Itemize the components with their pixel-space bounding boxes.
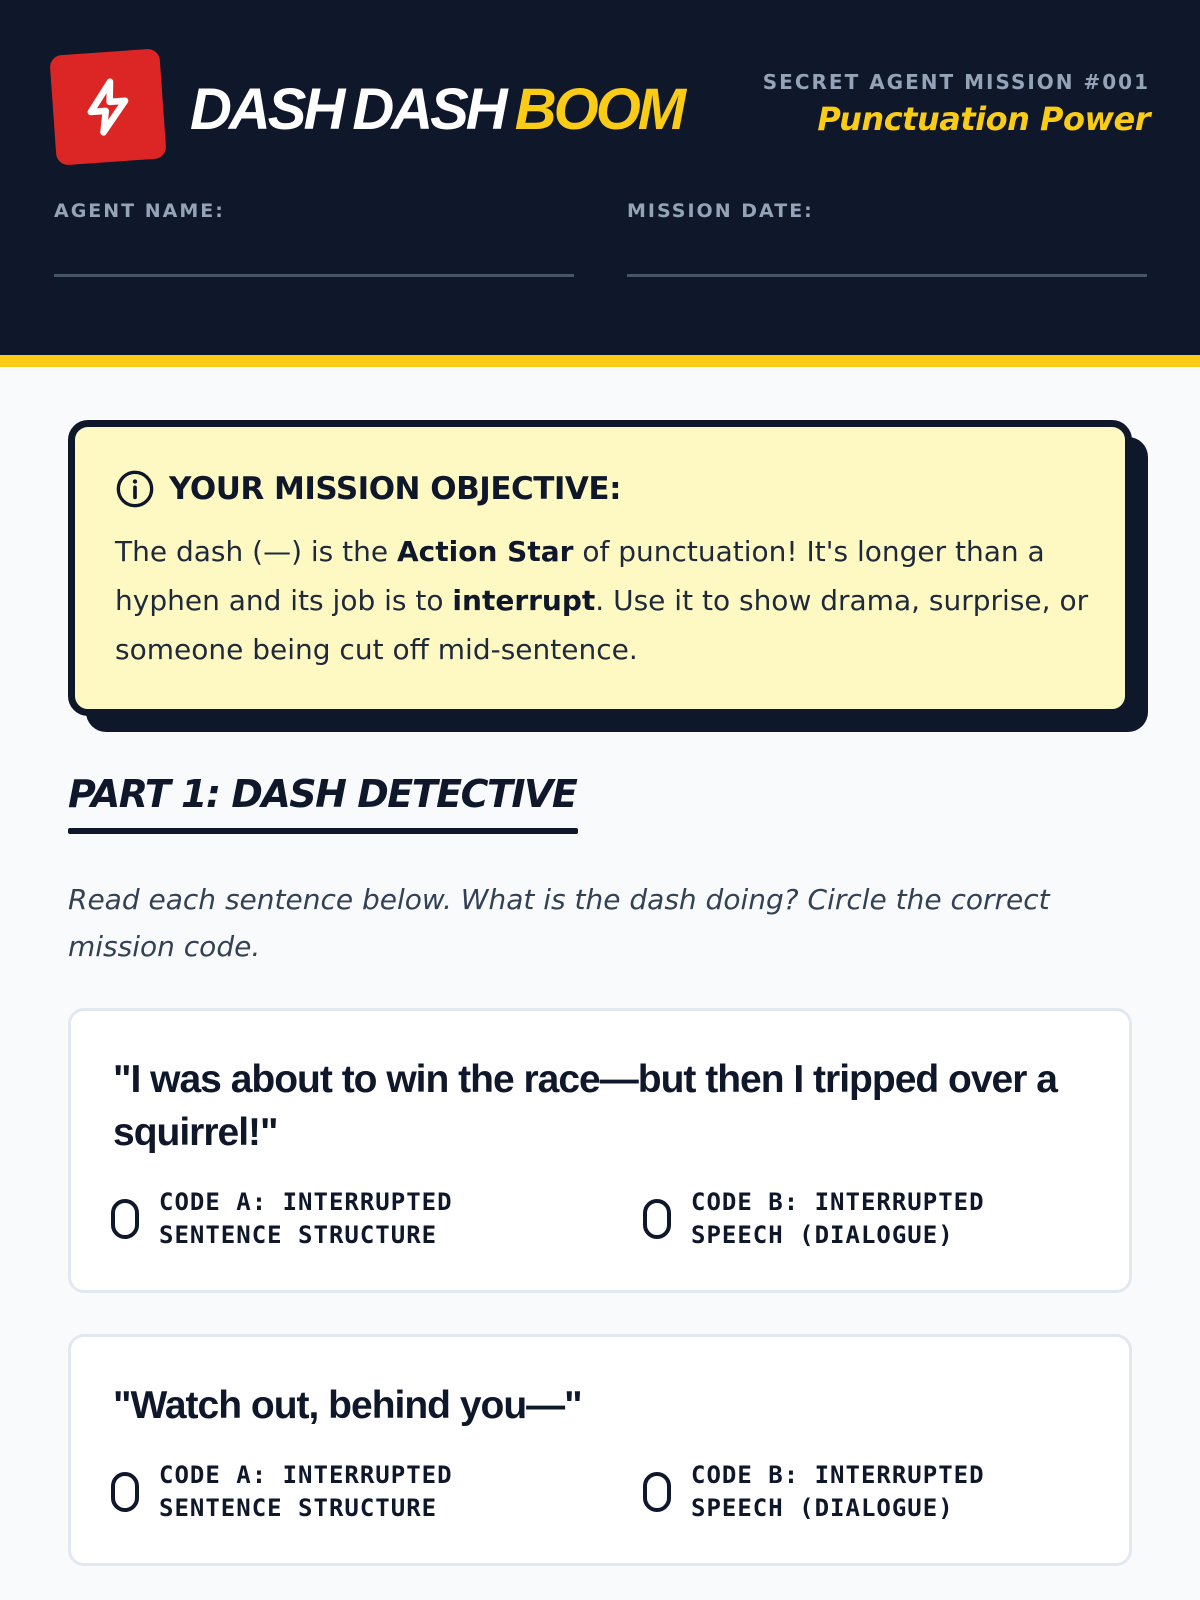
- emphasis-interrupt: interrupt: [452, 584, 596, 617]
- mission-meta: [763, 70, 1150, 138]
- question-1-sentence: "I was about to win the race—but then I tripped over a squirrel!": [113, 1058, 1057, 1154]
- logo-word-3: BOOM: [515, 70, 683, 150]
- info-circle-icon: [115, 469, 155, 509]
- option-label: CODE B: INTERRUPTED SPEECH (DIALOGUE): [691, 1461, 985, 1522]
- mission-date-line: [627, 274, 1147, 277]
- answer-bubble[interactable]: [111, 1199, 139, 1239]
- question-1-option-b[interactable]: [643, 1186, 985, 1252]
- part-1-instructions: Read each sentence below. What is the dash doing? Circle the correct mission code.: [68, 883, 1050, 963]
- worksheet-header: [0, 0, 1200, 355]
- answer-bubble[interactable]: [643, 1472, 671, 1512]
- question-2-option-b[interactable]: [643, 1459, 985, 1525]
- logo-badge: [49, 48, 166, 165]
- objective-header: [115, 469, 1085, 509]
- question-1-option-a[interactable]: [111, 1186, 453, 1252]
- option-label: CODE A: INTERRUPTED SENTENCE STRUCTURE: [159, 1188, 453, 1249]
- agent-name-line: [54, 274, 574, 277]
- objective-title: YOUR MISSION OBJECTIVE:: [169, 471, 621, 507]
- question-2-sentence: "Watch out, behind you—": [113, 1384, 582, 1427]
- mission-date-field: [627, 200, 1147, 277]
- header-divider-stripe: [0, 355, 1200, 367]
- emphasis-action-star: Action Star: [397, 535, 574, 568]
- answer-bubble[interactable]: [111, 1472, 139, 1512]
- agent-name-input[interactable]: [54, 230, 574, 270]
- agent-name-field: [54, 200, 574, 277]
- part-1-title: PART 1: DASH DETECTIVE: [68, 772, 577, 816]
- mission-date-input[interactable]: [627, 230, 1147, 270]
- part-1-underline: [68, 828, 578, 834]
- question-card-1: [68, 1008, 1132, 1293]
- objective-text: The dash (—) is the Action Star of punctuation! It's longer than a hyphen and its job is to interrupt. Use it to show drama, surprise, or someone being cut off mid-sentence.: [115, 535, 1089, 666]
- answer-bubble[interactable]: [643, 1199, 671, 1239]
- mission-number: SECRET AGENT MISSION #001: [762, 70, 1150, 94]
- logo-word-1: DASH: [190, 77, 343, 142]
- mission-date-label: MISSION DATE:: [627, 200, 814, 222]
- logo-wordmark: [190, 70, 683, 150]
- option-label: CODE A: INTERRUPTED SENTENCE STRUCTURE: [159, 1461, 453, 1522]
- agent-name-label: AGENT NAME:: [54, 200, 225, 222]
- lightning-bolt-icon: [76, 75, 140, 139]
- mission-title: Punctuation Power: [817, 100, 1150, 138]
- question-2-option-a[interactable]: [111, 1459, 453, 1525]
- objective-box: [68, 420, 1132, 716]
- question-card-2: [68, 1334, 1132, 1566]
- logo-word-2: DASH: [352, 77, 505, 142]
- option-label: CODE B: INTERRUPTED SPEECH (DIALOGUE): [691, 1188, 985, 1249]
